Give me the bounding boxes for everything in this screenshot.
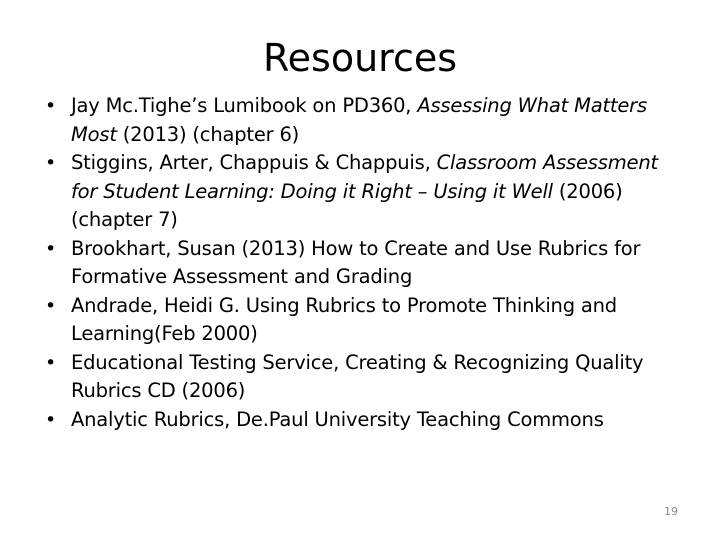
- list-item: [45, 149, 685, 235]
- item-italic-title: Assessing What Matters Most: [71, 94, 647, 146]
- item-text: Brookhart, Susan (2013) How to Create and Use Rubrics for Formative Assessment and Grading: [71, 236, 641, 288]
- item-text-suffix: (2013) (chapter 6): [116, 122, 300, 146]
- list-item: [45, 349, 685, 406]
- list-item: [45, 406, 685, 435]
- bullet-icon: •: [45, 95, 57, 117]
- list-item: [45, 235, 685, 292]
- item-text-suffix: (2006) (chapter 7): [71, 179, 623, 231]
- bullet-icon: •: [45, 237, 57, 260]
- item-text: Educational Testing Service, Creating & Recognizing Quality Rubrics CD (2006): [71, 350, 644, 402]
- resource-list: [45, 92, 685, 434]
- page-number: 19: [664, 505, 678, 518]
- bullet-icon: •: [45, 294, 57, 317]
- list-item: [45, 292, 685, 349]
- item-text: Stiggins, Arter, Chappuis & Chappuis,: [71, 151, 437, 174]
- item-text: Analytic Rubrics, De.Paul University Teaching Commons: [71, 407, 604, 431]
- bullet-icon: •: [45, 351, 57, 374]
- item-text: Jay Mc.Tighe’s Lumibook on PD360,: [71, 94, 418, 117]
- item-text: Andrade, Heidi G. Using Rubrics to Promote Thinking and Learning(Feb 2000): [71, 293, 617, 345]
- list-item: [45, 92, 685, 149]
- bullet-icon: •: [45, 152, 57, 174]
- item-italic-title: Classroom Assessment for Student Learning: Doing it Right – Using it Well: [71, 151, 658, 203]
- bullet-icon: •: [45, 408, 57, 431]
- slide-title: Resources: [262, 36, 458, 80]
